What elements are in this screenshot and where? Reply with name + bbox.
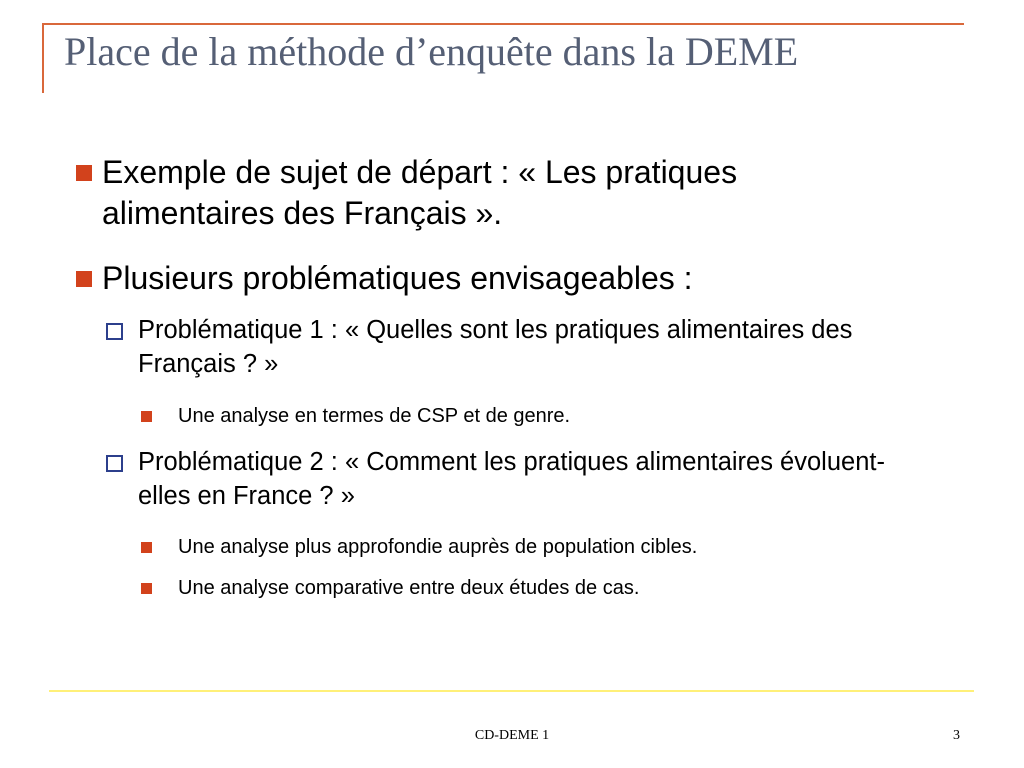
problematique-item: [138, 313, 898, 381]
detail-item: [178, 403, 938, 429]
bullet-text: Exemple de sujet de départ : « Les pratiques alimentaires des Français ».: [102, 154, 738, 231]
detail-text: Une analyse comparative entre deux études de cas.: [178, 577, 640, 599]
title-frame-left-border: [42, 23, 44, 93]
square-bullet-icon: [141, 411, 152, 422]
square-bullet-icon: [141, 583, 152, 594]
square-bullet-icon: [141, 542, 152, 553]
checkbox-bullet-icon: [106, 455, 123, 472]
detail-text: Une analyse plus approfondie auprès de population cibles.: [178, 536, 698, 558]
footer-label: CD-DEME 1: [474, 728, 550, 743]
detail-text: Une analyse en termes de CSP et de genre.: [178, 405, 571, 427]
square-bullet-icon: [76, 271, 92, 287]
footer-divider: [49, 690, 974, 692]
square-bullet-icon: [76, 165, 92, 181]
slide-title: Place de la méthode d’enquête dans la DEME: [64, 29, 799, 74]
problematique-item: [138, 445, 898, 513]
title-frame-top-border: [42, 23, 964, 25]
detail-item: [178, 575, 938, 601]
bullet-item: [102, 258, 902, 299]
problematique-text: Problématique 1 : « Quelles sont les pratiques alimentaires des Français ? »: [138, 316, 853, 378]
page-number: 3: [953, 728, 960, 743]
bullet-text: Plusieurs problématiques envisageables :: [102, 260, 693, 296]
checkbox-bullet-icon: [106, 323, 123, 340]
detail-item: [178, 534, 938, 560]
bullet-item: [102, 152, 902, 234]
problematique-text: Problématique 2 : « Comment les pratiques alimentaires évoluent-elles en France ? »: [138, 448, 885, 510]
